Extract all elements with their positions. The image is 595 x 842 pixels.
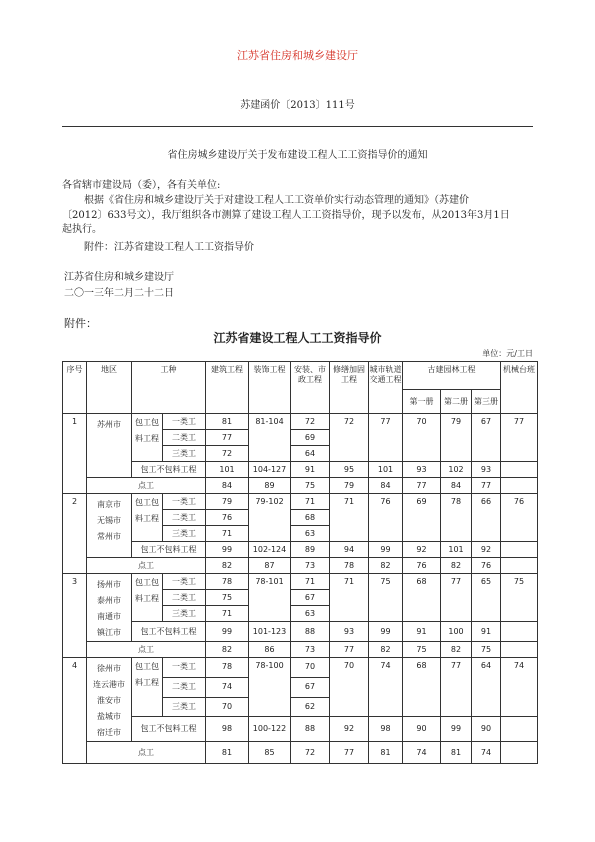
table-row [63, 717, 538, 742]
labor-only-label: 包工不包料工程 [132, 622, 206, 642]
labor-building-value: 99 [206, 622, 249, 642]
city-name: 无锡市 [97, 516, 121, 525]
spot-deco-value: 86 [249, 642, 291, 658]
labor-g2-value: 101 [441, 542, 472, 558]
building-value: 71 [206, 526, 249, 542]
labor-only-label: 包工不包料工程 [132, 542, 206, 558]
machine-value: 76 [501, 494, 538, 542]
seq-cell: 2 [63, 494, 87, 574]
install-value: 71 [291, 494, 330, 510]
header-machine: 机械台班 [501, 362, 538, 414]
machine-value: 77 [501, 414, 538, 462]
header-region: 地区 [87, 362, 132, 414]
spot-g1-value: 77 [403, 478, 441, 494]
install-value: 69 [291, 430, 330, 446]
building-value: 78 [206, 574, 249, 590]
machine-value: 74 [501, 658, 538, 717]
labor-repair-value: 94 [330, 542, 369, 558]
city-name: 连云港市 [93, 680, 125, 689]
document-number: 苏建函价〔2013〕111号 [240, 100, 355, 111]
region-cell [87, 574, 132, 642]
spot-building-value: 82 [206, 642, 249, 658]
table-row [63, 622, 538, 642]
appendix-label: 附件： [64, 317, 97, 330]
table-row [63, 478, 538, 494]
with-material-label: 包工包料工程 [132, 494, 163, 542]
transit-value: 77 [369, 414, 403, 462]
city-name: 南京市 [97, 500, 121, 509]
header-install-municipal: 安装、市政工程 [291, 362, 330, 414]
spot-machine-empty [501, 742, 538, 764]
g1-value: 69 [403, 494, 441, 542]
header-rule [62, 126, 533, 127]
city-name: 苏州市 [97, 420, 121, 429]
labor-g3-value: 90 [472, 717, 501, 742]
repair-value: 71 [330, 494, 369, 542]
install-value: 70 [291, 658, 330, 678]
labor-transit-value: 101 [369, 462, 403, 478]
spot-machine-empty [501, 642, 538, 658]
building-value: 81 [206, 414, 249, 430]
spot-g2-value: 84 [441, 478, 472, 494]
city-name: 常州市 [97, 532, 121, 541]
spot-label: 点工 [87, 478, 206, 494]
repair-value: 71 [330, 574, 369, 622]
issuer: 江苏省住房和城乡建设厅 [64, 272, 174, 283]
labor-building-value: 98 [206, 717, 249, 742]
spot-install-value: 73 [291, 642, 330, 658]
labor-install-value: 91 [291, 462, 330, 478]
spot-deco-value: 85 [249, 742, 291, 764]
labor-transit-value: 99 [369, 622, 403, 642]
install-value: 68 [291, 510, 330, 526]
labor-only-label: 包工不包料工程 [132, 717, 206, 742]
building-value: 74 [206, 677, 249, 697]
building-value: 75 [206, 590, 249, 606]
building-value: 76 [206, 510, 249, 526]
labor-machine-empty [501, 717, 538, 742]
city-name: 盐城市 [97, 712, 121, 721]
building-value: 70 [206, 697, 249, 717]
city-name: 淮安市 [97, 696, 121, 705]
decoration-value: 78-100 [249, 658, 291, 717]
table-row [63, 574, 538, 590]
g3-value: 65 [472, 574, 501, 622]
labor-machine-empty [501, 622, 538, 642]
seq-cell: 3 [63, 574, 87, 658]
building-value: 77 [206, 430, 249, 446]
transit-value: 75 [369, 574, 403, 622]
table-row [63, 558, 538, 574]
region-cell [87, 494, 132, 558]
labor-deco-value: 104-127 [249, 462, 291, 478]
transit-value: 76 [369, 494, 403, 542]
header-decoration: 装饰工程 [249, 362, 291, 414]
spot-repair-value: 77 [330, 642, 369, 658]
header-garden-vol2: 第二册 [441, 390, 472, 414]
grade-label: 三类工 [163, 446, 206, 462]
g1-value: 68 [403, 658, 441, 717]
grade-label: 三类工 [163, 526, 206, 542]
grade-label: 二类工 [163, 510, 206, 526]
grade-label: 二类工 [163, 677, 206, 697]
body-line-2: 〔2012〕633号文），我厅组织各市测算了建设工程人工工资指导价，现予以发布，从2013年3月1日 [62, 210, 510, 221]
spot-machine-empty [501, 558, 538, 574]
table-row [63, 462, 538, 478]
g2-value: 79 [441, 414, 472, 462]
spot-label: 点工 [87, 558, 206, 574]
decoration-value: 79-102 [249, 494, 291, 542]
g1-value: 70 [403, 414, 441, 462]
grade-label: 三类工 [163, 606, 206, 622]
building-value: 78 [206, 658, 249, 678]
labor-only-label: 包工不包料工程 [132, 462, 206, 478]
spot-g2-value: 81 [441, 742, 472, 764]
spot-label: 点工 [87, 742, 206, 764]
spot-install-value: 73 [291, 558, 330, 574]
labor-g1-value: 93 [403, 462, 441, 478]
install-value: 64 [291, 446, 330, 462]
header-transit: 城市轨道交通工程 [369, 362, 403, 414]
spot-g2-value: 82 [441, 558, 472, 574]
spot-transit-value: 82 [369, 642, 403, 658]
table-row [63, 742, 538, 764]
table-row [63, 542, 538, 558]
repair-value: 72 [330, 414, 369, 462]
labor-install-value: 88 [291, 622, 330, 642]
labor-transit-value: 98 [369, 717, 403, 742]
labor-g1-value: 92 [403, 542, 441, 558]
spot-repair-value: 77 [330, 742, 369, 764]
spot-label: 点工 [87, 642, 206, 658]
grade-label: 三类工 [163, 697, 206, 717]
machine-value: 75 [501, 574, 538, 622]
header-seq: 序号 [63, 362, 87, 414]
spot-building-value: 82 [206, 558, 249, 574]
header-building: 建筑工程 [206, 362, 249, 414]
spot-deco-value: 89 [249, 478, 291, 494]
unit-label: 单位：元/工日 [482, 349, 533, 358]
labor-g1-value: 91 [403, 622, 441, 642]
labor-building-value: 99 [206, 542, 249, 558]
notice-title: 省住房城乡建设厅关于发布建设工程人工工资指导价的通知 [167, 150, 428, 161]
spot-building-value: 81 [206, 742, 249, 764]
header-repair: 修缮加固工程 [330, 362, 369, 414]
install-value: 67 [291, 590, 330, 606]
grade-label: 二类工 [163, 430, 206, 446]
spot-g3-value: 77 [472, 478, 501, 494]
header-trade: 工种 [132, 362, 206, 414]
seq-cell: 1 [63, 414, 87, 494]
spot-g3-value: 74 [472, 742, 501, 764]
labor-install-value: 89 [291, 542, 330, 558]
wage-table [62, 361, 538, 764]
spot-transit-value: 81 [369, 742, 403, 764]
table-row [63, 658, 538, 678]
city-name: 南通市 [97, 612, 121, 621]
labor-install-value: 88 [291, 717, 330, 742]
decoration-value: 78-101 [249, 574, 291, 622]
grade-label: 一类工 [163, 658, 206, 678]
spot-g3-value: 76 [472, 558, 501, 574]
with-material-label: 包工包料工程 [132, 574, 163, 622]
labor-building-value: 101 [206, 462, 249, 478]
g3-value: 64 [472, 658, 501, 717]
city-name: 镇江市 [97, 628, 121, 637]
install-value: 62 [291, 697, 330, 717]
g2-value: 77 [441, 574, 472, 622]
labor-g1-value: 90 [403, 717, 441, 742]
transit-value: 74 [369, 658, 403, 717]
install-value: 63 [291, 526, 330, 542]
letterhead: 江苏省住房和城乡建设厅 [237, 49, 358, 62]
labor-machine-empty [501, 542, 538, 558]
labor-g3-value: 93 [472, 462, 501, 478]
grade-label: 二类工 [163, 590, 206, 606]
install-value: 67 [291, 677, 330, 697]
labor-repair-value: 92 [330, 717, 369, 742]
labor-repair-value: 95 [330, 462, 369, 478]
labor-transit-value: 99 [369, 542, 403, 558]
building-value: 71 [206, 606, 249, 622]
spot-g1-value: 75 [403, 642, 441, 658]
labor-deco-value: 102-124 [249, 542, 291, 558]
install-value: 72 [291, 414, 330, 430]
building-value: 72 [206, 446, 249, 462]
spot-deco-value: 87 [249, 558, 291, 574]
region-cell [87, 414, 132, 478]
building-value: 79 [206, 494, 249, 510]
labor-machine-empty [501, 462, 538, 478]
spot-g1-value: 76 [403, 558, 441, 574]
g1-value: 68 [403, 574, 441, 622]
g2-value: 78 [441, 494, 472, 542]
decoration-value: 81-104 [249, 414, 291, 462]
spot-transit-value: 82 [369, 558, 403, 574]
table-title: 江苏省建设工程人工工资指导价 [213, 331, 382, 345]
labor-deco-value: 100-122 [249, 717, 291, 742]
city-name: 徐州市 [97, 664, 121, 673]
spot-repair-value: 79 [330, 478, 369, 494]
spot-repair-value: 78 [330, 558, 369, 574]
spot-install-value: 72 [291, 742, 330, 764]
install-value: 63 [291, 606, 330, 622]
issue-date: 二〇一三年二月二十二日 [64, 288, 174, 299]
g3-value: 66 [472, 494, 501, 542]
header-garden: 古建园林工程 [403, 362, 501, 390]
install-value: 71 [291, 574, 330, 590]
with-material-label: 包工包料工程 [132, 414, 163, 462]
header-garden-vol1: 第一册 [403, 390, 441, 414]
labor-g2-value: 99 [441, 717, 472, 742]
city-name: 宿迁市 [97, 728, 121, 737]
spot-g3-value: 75 [472, 642, 501, 658]
grade-label: 一类工 [163, 414, 206, 430]
region-cell [87, 658, 132, 742]
city-name: 扬州市 [97, 580, 121, 589]
header-garden-vol3: 第三册 [472, 390, 501, 414]
labor-g3-value: 92 [472, 542, 501, 558]
grade-label: 一类工 [163, 574, 206, 590]
seq-cell: 4 [63, 658, 87, 764]
labor-deco-value: 101-123 [249, 622, 291, 642]
city-name: 泰州市 [97, 596, 121, 605]
with-material-label: 包工包料工程 [132, 658, 163, 717]
grade-label: 一类工 [163, 494, 206, 510]
spot-transit-value: 84 [369, 478, 403, 494]
spot-building-value: 84 [206, 478, 249, 494]
spot-g1-value: 74 [403, 742, 441, 764]
spot-machine-empty [501, 478, 538, 494]
labor-g2-value: 102 [441, 462, 472, 478]
table-row [63, 494, 538, 510]
labor-g2-value: 100 [441, 622, 472, 642]
spot-install-value: 75 [291, 478, 330, 494]
body-line-1: 根据《省住房和城乡建设厅关于对建设工程人工工资单价实行动态管理的通知》（苏建价 [84, 195, 469, 206]
repair-value: 70 [330, 658, 369, 717]
addressee: 各省辖市建设局（委），各有关单位: [62, 180, 221, 191]
g3-value: 67 [472, 414, 501, 462]
g2-value: 77 [441, 658, 472, 717]
table-row [63, 414, 538, 430]
body-line-3: 起执行。 [62, 224, 102, 235]
labor-g3-value: 91 [472, 622, 501, 642]
attachment-note: 附件：江苏省建设工程人工工资指导价 [84, 242, 254, 253]
table-row [63, 642, 538, 658]
labor-repair-value: 93 [330, 622, 369, 642]
spot-g2-value: 82 [441, 642, 472, 658]
